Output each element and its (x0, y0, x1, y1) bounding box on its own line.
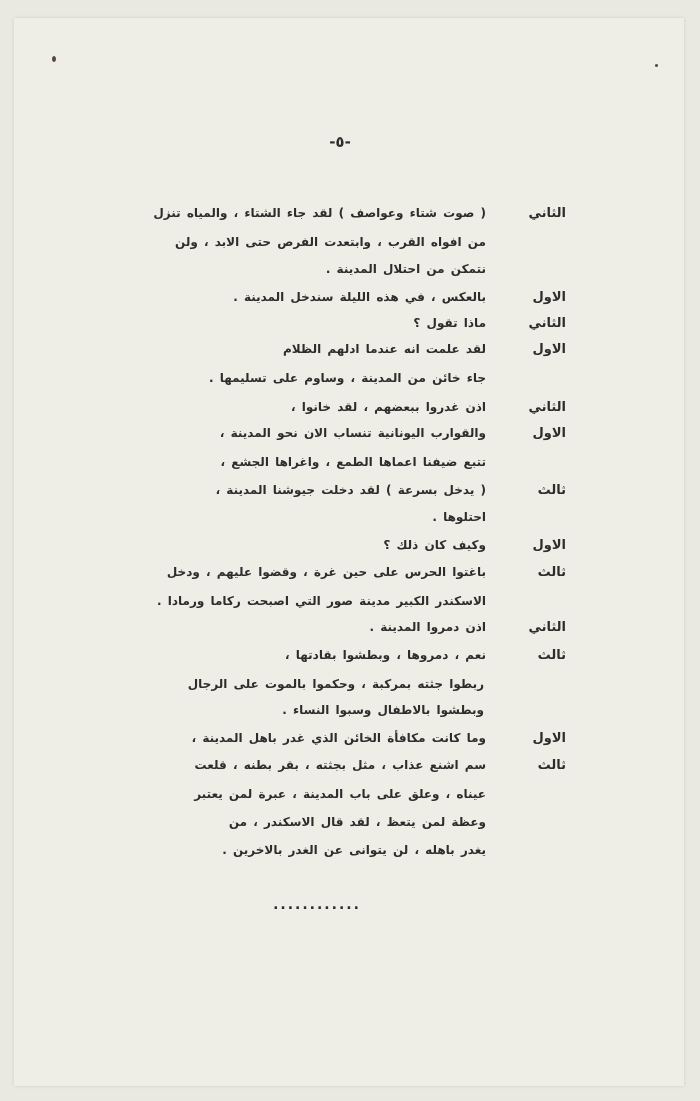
speaker-label: الثاني (528, 316, 566, 331)
dialogue-text: ( يدخل بسرعة ) لقد دخلت جيوشنا المدينة ، (215, 483, 486, 497)
dialogue-text: عيناه ، وعلق على باب المدينة ، عبرة لمن يعتبر (194, 787, 486, 801)
dialogue-text: باغتوا الحرس على حين غرة ، وقضوا عليهم ، ودخل (166, 565, 486, 579)
dialogue-text: جاء خائن من المدينة ، وساوم على تسليمها . (208, 371, 486, 385)
script-line (0, 648, 700, 678)
speaker-label: الاول (532, 426, 566, 441)
script-line (0, 815, 700, 845)
script-line (0, 455, 700, 485)
dialogue-text: وكيف كان ذلك ؟ (383, 538, 486, 552)
script-line (0, 538, 700, 568)
speaker-label: ثالث (537, 648, 566, 663)
script-line (0, 565, 700, 595)
dialogue-text: تتبع ضيفنا اعماها الطمع ، واغراها الجشع ، (220, 455, 486, 469)
speaker-label: الاول (532, 538, 566, 553)
script-line (0, 371, 700, 401)
script-line (0, 787, 700, 817)
dialogue-text: بالعكس ، في هذه الليلة سندخل المدينة . (233, 290, 486, 304)
dialogue-text: نعم ، دمروها ، وبطشوا بقادتها ، (284, 648, 486, 662)
dialogue-text: وعظة لمن يتعظ ، لقد قال الاسكندر ، من (228, 815, 486, 829)
speaker-label: ثالث (537, 483, 566, 498)
dialogue-text: والقوارب اليونانية تنساب الان نحو المدينة ، (219, 426, 486, 440)
speaker-label: الثاني (528, 206, 566, 221)
dialogue-text: اذن دمروا المدينة . (369, 620, 486, 634)
script-line (0, 206, 700, 236)
dialogue-text: وما كانت مكافأة الخائن الذي غدر باهل المدينة ، (191, 731, 486, 745)
dialogue-text: ماذا تقول ؟ (413, 316, 486, 330)
script-line (0, 342, 700, 372)
speaker-label: ثالث (537, 758, 566, 773)
dialogue-text: نتمكن من احتلال المدينة . (325, 262, 486, 276)
speaker-label: الثاني (528, 620, 566, 635)
script-line (0, 620, 700, 650)
dialogue-text: من افواه القرب ، وابتعدت الفرص حتى الابد ، ولن (175, 235, 486, 249)
script-line (0, 262, 700, 292)
dialogue-text: ربطوا جثته بمركبة ، وحكموا بالموت على الرجال (187, 677, 484, 691)
script-line (0, 758, 700, 788)
end-marker: ............ (273, 897, 361, 913)
page-number: -٥- (329, 133, 351, 151)
script-line (0, 731, 700, 761)
dialogue-text: اذن غدروا ببعضهم ، لقد خانوا ، (290, 400, 486, 414)
dialogue-text: لقد علمت انه عندما ادلهم الظلام (283, 342, 486, 356)
dialogue-text: ( صوت شتاء وعواصف ) لقد جاء الشتاء ، والمياه تنزل (153, 206, 486, 220)
dialogue-text: يغدر باهله ، لن يتوانى عن الغدر بالاخرين . (222, 843, 486, 857)
dialogue-text: احتلوها . (432, 510, 486, 524)
script-line (0, 235, 700, 265)
dialogue-text: الاسكندر الكبير مدينة صور التي اصبحت ركاما ورمادا . (157, 594, 486, 608)
dialogue-text: وبطشوا بالاطفال وسبوا النساء . (282, 703, 484, 717)
speaker-label: الثاني (528, 400, 566, 415)
speaker-label: ثالث (537, 565, 566, 580)
speaker-label: الاول (532, 342, 566, 357)
script-line (0, 843, 700, 873)
speaker-label: الاول (532, 731, 566, 746)
script-line (0, 426, 700, 456)
dialogue-text: سم اشنع عذاب ، مثل بجثته ، بقر بطنه ، قلعت (194, 758, 486, 772)
speaker-label: الاول (532, 290, 566, 305)
script-line (0, 510, 700, 540)
script-line (0, 483, 700, 513)
script-line (0, 703, 700, 733)
